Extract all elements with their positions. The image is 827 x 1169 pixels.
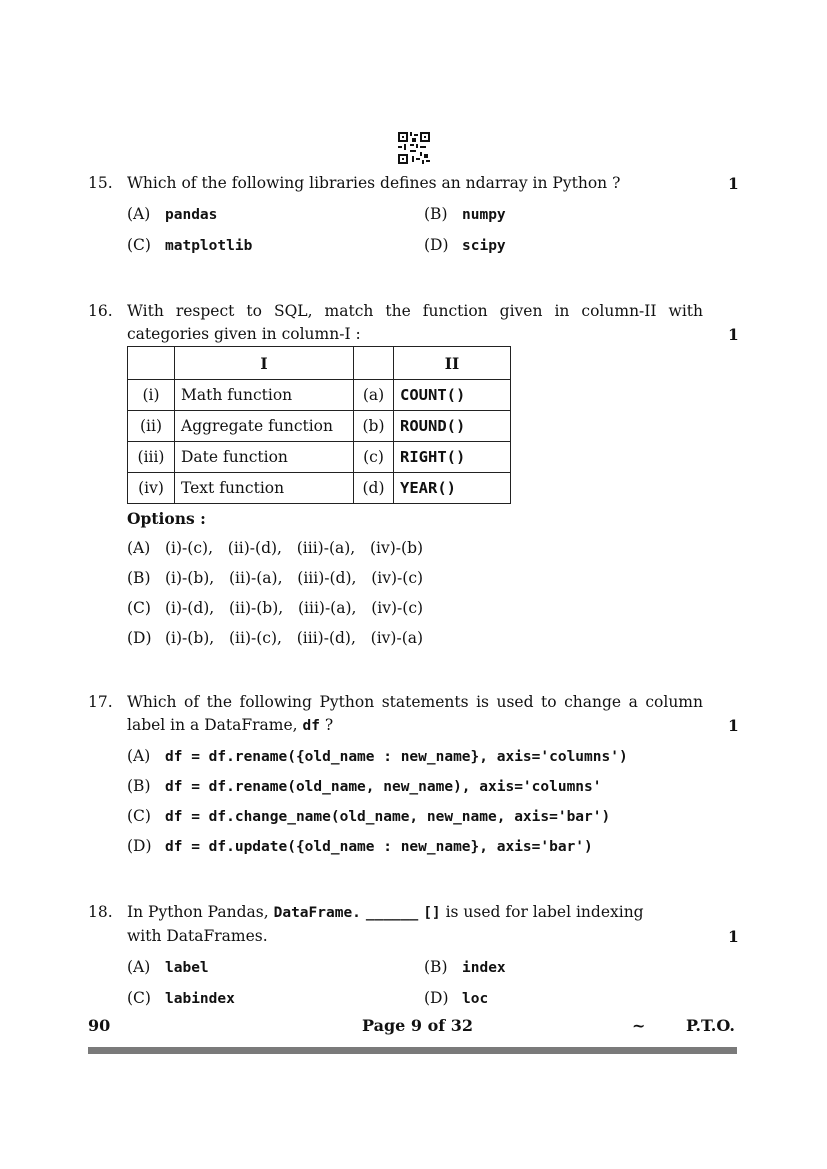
question-marks: 1 — [728, 716, 739, 735]
option-c: (C) labindex — [127, 989, 235, 1007]
option-c: (C) df = df.change_name(old_name, new_name, axis='bar') — [127, 807, 611, 825]
option-b: (B) df = df.rename(old_name, new_name), axis='columns' — [127, 777, 602, 795]
table-row: (iii) Date function (c) RIGHT() — [128, 442, 511, 473]
option-d: (D) scipy — [424, 236, 506, 254]
option-a: (A) pandas — [127, 205, 218, 223]
table-row: (ii) Aggregate function (b) ROUND() — [128, 411, 511, 442]
tilde-mark: ~ — [632, 1016, 646, 1035]
options-heading: Options : — [127, 509, 206, 528]
question-text-line1: In Python Pandas, DataFrame. ______ [] is used for label indexing — [127, 903, 644, 921]
option-c: (C) matplotlib — [127, 236, 253, 254]
footer-rule — [88, 1047, 737, 1054]
question-marks: 1 — [728, 174, 739, 193]
pto-label: P.T.O. — [686, 1016, 735, 1035]
page-number: Page 9 of 32 — [362, 1016, 473, 1035]
question-text-line1: Which of the following Python statements is used to change a column — [127, 693, 703, 711]
column-i-header: I — [175, 347, 354, 380]
table-row: (i) Math function (a) COUNT() — [128, 380, 511, 411]
option-d: (D) (i)-(b), (ii)-(c), (iii)-(d), (iv)-(a) — [127, 629, 424, 647]
question-text: Which of the following libraries defines an ndarray in Python ? — [127, 174, 621, 192]
option-a: (A) df = df.rename({old_name : new_name}, axis='columns') — [127, 747, 628, 765]
question-number: 15. — [88, 174, 113, 192]
table-row: (iv) Text function (d) YEAR() — [128, 473, 511, 504]
qr-code — [397, 131, 431, 165]
question-number: 18. — [88, 903, 113, 921]
option-d: (D) df = df.update({old_name : new_name}, axis='bar') — [127, 837, 593, 855]
paper-code: 90 — [88, 1016, 111, 1035]
option-b: (B) numpy — [424, 205, 506, 223]
question-text-line2: label in a DataFrame, df ? — [127, 716, 334, 734]
question-text-line2: categories given in column-I : — [127, 325, 361, 343]
question-text-line1: With respect to SQL, match the function given in column-II with — [127, 302, 703, 320]
option-c: (C) (i)-(d), (ii)-(b), (iii)-(a), (iv)-(c) — [127, 599, 424, 617]
option-b: (B) index — [424, 958, 506, 976]
table-header-row — [128, 347, 511, 380]
question-number: 17. — [88, 693, 113, 711]
question-number: 16. — [88, 302, 113, 320]
option-b: (B) (i)-(b), (ii)-(a), (iii)-(d), (iv)-(c) — [127, 569, 424, 587]
column-ii-header: II — [394, 347, 511, 380]
question-text-line2: with DataFrames. — [127, 927, 268, 945]
question-marks: 1 — [728, 927, 739, 946]
question-marks: 1 — [728, 325, 739, 344]
option-d: (D) loc — [424, 989, 489, 1007]
match-table — [127, 346, 511, 504]
option-a: (A) label — [127, 958, 209, 976]
option-a: (A) (i)-(c), (ii)-(d), (iii)-(a), (iv)-(b) — [127, 539, 424, 557]
